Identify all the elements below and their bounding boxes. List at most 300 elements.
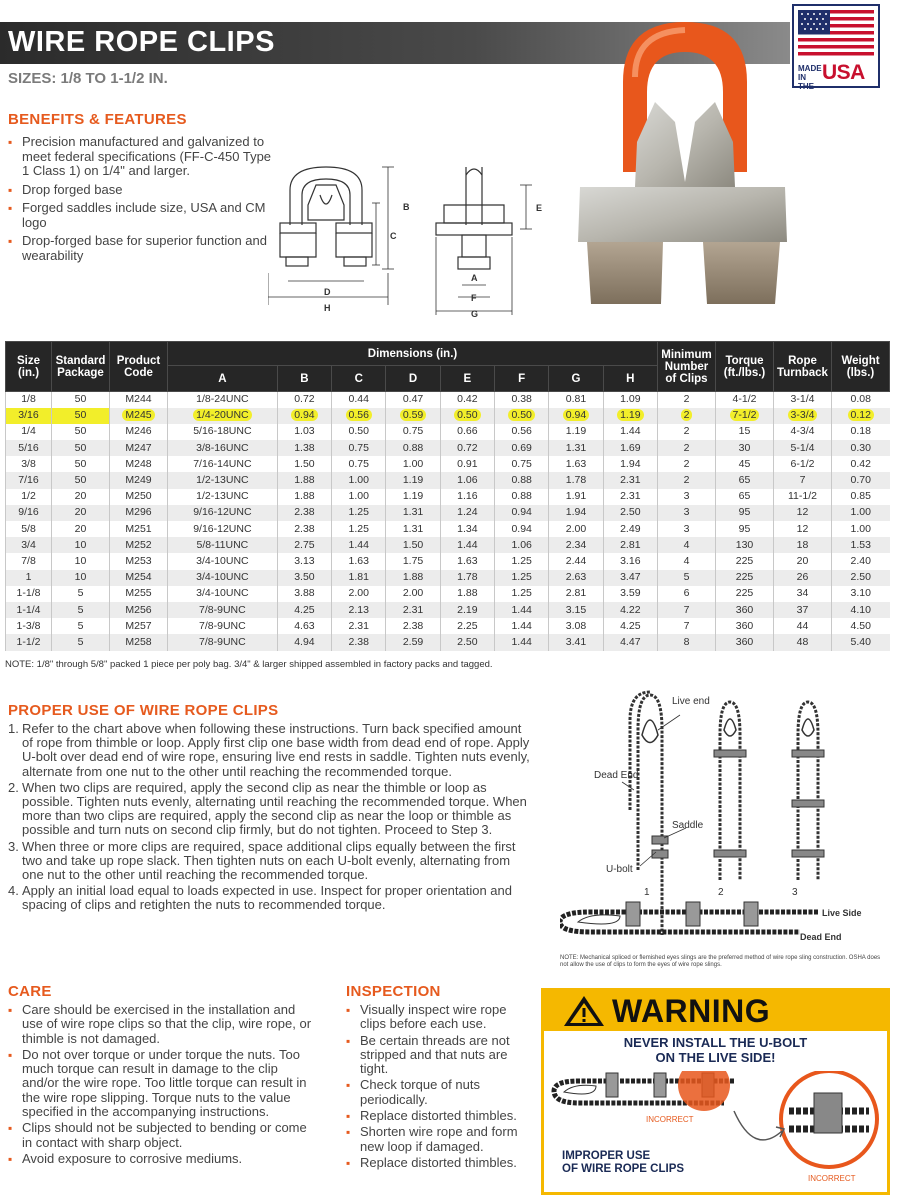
table-cell: 1.00: [332, 472, 386, 488]
header-dim-e: E: [440, 366, 494, 392]
proper-use-illustration: [560, 690, 880, 955]
table-row: [6, 472, 890, 488]
header-dimensions: Dimensions (in.): [168, 342, 658, 366]
table-cell: 1.25: [332, 505, 386, 521]
table-cell: 95: [716, 505, 774, 521]
table-note: NOTE: 1/8" through 5/8" packed 1 piece per poly bag. 3/4" & larger shipped assembled in factory packs and tagged.: [5, 659, 493, 670]
table-cell: 3.15: [549, 602, 603, 618]
table-cell: 65: [716, 489, 774, 505]
table-row: [6, 537, 890, 553]
table-cell: 1.44: [332, 537, 386, 553]
table-cell: 9/16-12UNC: [168, 521, 278, 537]
table-cell: M256: [110, 602, 168, 618]
list-item: ▪ Care should be exercised in the installation and use of wire rope clips so that the clip, wire rope, or thimble is not damaged.: [8, 1003, 318, 1046]
table-cell: 360: [716, 618, 774, 634]
table-cell: 10: [52, 537, 110, 553]
header-dim-h: H: [603, 366, 657, 392]
table-cell: 3/4-10UNC: [168, 553, 278, 569]
list-item: ▪ Do not over torque or under torque the nuts. Too much torque can result in damage to the clip and/or the wire rope. Too little torque can result in the wire rope slipping. Torque nuts to the value specified in the accompanying instructions.: [8, 1048, 318, 1119]
list-item: ▪ Forged saddles include size, USA and CM logo: [8, 201, 278, 230]
table-cell: M246: [110, 424, 168, 440]
step-3-label: 3: [792, 887, 798, 898]
illustration-note: NOTE: Mechanical spliced or flemished eyes slings are the preferred method of wire rope sling construction. OSHA does not allow the use of clips to form the eyes of wire rope slings.: [560, 955, 881, 968]
table-cell: 7/8-9UNC: [168, 618, 278, 634]
table-cell: 1/2-13UNC: [168, 472, 278, 488]
table-cell: 37: [774, 602, 832, 618]
table-cell: 0.66: [440, 424, 494, 440]
table-cell: 1.88: [386, 570, 440, 586]
table-cell: 2.75: [277, 537, 331, 553]
table-cell: 2.31: [332, 618, 386, 634]
table-cell: 48: [774, 634, 832, 650]
table-cell: 2.25: [440, 618, 494, 634]
table-cell: M252: [110, 537, 168, 553]
table-row: [6, 505, 890, 521]
table-cell: 2: [658, 472, 716, 488]
live-side-label: Live Side: [822, 908, 862, 918]
table-cell: M248: [110, 456, 168, 472]
table-row: [6, 570, 890, 586]
table-cell: 4.47: [603, 634, 657, 650]
table-cell: 5: [52, 634, 110, 650]
table-cell: 3: [658, 489, 716, 505]
table-cell: 4.22: [603, 602, 657, 618]
table-cell: 1.78: [549, 472, 603, 488]
table-cell: 6: [658, 586, 716, 602]
table-cell: 225: [716, 586, 774, 602]
header-weight: Weight (lbs.): [832, 342, 890, 392]
table-cell: 5: [52, 586, 110, 602]
ubolt-label: U-bolt: [606, 864, 633, 875]
table-cell: 2.34: [549, 537, 603, 553]
header-dim-b: B: [277, 366, 331, 392]
table-cell: 0.42: [440, 392, 494, 408]
table-cell: 18: [774, 537, 832, 553]
header-dim-a: A: [168, 366, 278, 392]
table-cell: 4.94: [277, 634, 331, 650]
table-cell: M245: [110, 408, 168, 424]
table-cell: 0.75: [386, 424, 440, 440]
table-cell: 44: [774, 618, 832, 634]
table-cell: 2.50: [832, 570, 890, 586]
header-code: Product Code: [110, 342, 168, 392]
table-row: [6, 521, 890, 537]
table-cell: 5/16: [6, 440, 52, 456]
list-item: ▪ Clips should not be subjected to bending or come in contact with sharp object.: [8, 1121, 318, 1150]
table-cell: 0.88: [495, 472, 549, 488]
table-cell: 10: [52, 553, 110, 569]
table-cell: 1.06: [495, 537, 549, 553]
us-flag-icon: [798, 10, 874, 56]
table-cell: 4.63: [277, 618, 331, 634]
table-cell: 1.03: [277, 424, 331, 440]
table-cell: 2: [658, 392, 716, 408]
table-cell: 2.59: [386, 634, 440, 650]
made-in-usa-badge: [792, 4, 880, 91]
table-cell: 4.25: [603, 618, 657, 634]
table-cell: 3/4-10UNC: [168, 586, 278, 602]
table-cell: 5: [52, 602, 110, 618]
table-cell: 3.88: [277, 586, 331, 602]
table-cell: 1.19: [603, 408, 657, 424]
list-item: ▪ Drop-forged base for superior function and wearability: [8, 234, 278, 263]
table-cell: 1.88: [277, 472, 331, 488]
header-clips: Minimum Number of Clips: [658, 342, 716, 392]
table-cell: 3/8: [6, 456, 52, 472]
table-cell: 10: [52, 570, 110, 586]
made-in-label: MADE IN THE: [798, 64, 822, 91]
table-cell: M244: [110, 392, 168, 408]
table-cell: 1.19: [386, 472, 440, 488]
table-cell: 0.38: [495, 392, 549, 408]
table-cell: 1.25: [332, 521, 386, 537]
table-row: [6, 602, 890, 618]
table-cell: 4-3/4: [774, 424, 832, 440]
table-cell: 1.25: [495, 586, 549, 602]
table-cell: 4.25: [277, 602, 331, 618]
live-end-label: Live end: [672, 696, 710, 707]
table-cell: 1-1/8: [6, 586, 52, 602]
incorrect-label-2: INCORRECT: [808, 1174, 856, 1183]
table-row: [6, 634, 890, 650]
table-cell: 1.50: [386, 537, 440, 553]
table-cell: 0.81: [549, 392, 603, 408]
table-cell: 1.63: [549, 456, 603, 472]
table-cell: 1/8: [6, 392, 52, 408]
dim-label-f: F: [471, 293, 477, 303]
table-cell: 3: [658, 521, 716, 537]
table-cell: 50: [52, 440, 110, 456]
table-cell: 5-1/4: [774, 440, 832, 456]
table-cell: M253: [110, 553, 168, 569]
table-cell: 1.88: [277, 489, 331, 505]
step-2-label: 2: [718, 887, 724, 898]
table-cell: 50: [52, 408, 110, 424]
dimension-diagram: [268, 165, 558, 320]
table-cell: 3/4: [6, 537, 52, 553]
list-item: 2. When two clips are required, apply the second clip as near the thimble or loop as possible. Tighten nuts evenly, alternating until reaching the recommended torque. When more than two clips are required, apply the second clip as near the loop or thimble as possible and turn nuts on second clip firmly, but do not tighten. Proceed to Step 3.: [8, 779, 527, 838]
care-list: [8, 1003, 318, 1168]
table-cell: 1.63: [440, 553, 494, 569]
table-cell: 1.24: [440, 505, 494, 521]
table-cell: 5/16-18UNC: [168, 424, 278, 440]
table-cell: 1.44: [495, 618, 549, 634]
table-cell: 0.75: [332, 440, 386, 456]
table-cell: 1.38: [277, 440, 331, 456]
table-cell: 3/16: [6, 408, 52, 424]
list-item: 3. When three or more clips are required, space additional clips equally between the first two and take up rope slack. Then tighten nuts on each U-bolt evenly, alternating from one nut to the other until reaching the recommended torque.: [8, 838, 516, 883]
table-cell: 1.09: [603, 392, 657, 408]
table-cell: 26: [774, 570, 832, 586]
table-cell: 2.44: [549, 553, 603, 569]
table-cell: M254: [110, 570, 168, 586]
table-cell: M257: [110, 618, 168, 634]
table-cell: M296: [110, 505, 168, 521]
proper-use-steps: [8, 722, 533, 915]
table-cell: 1/4: [6, 424, 52, 440]
table-cell: M255: [110, 586, 168, 602]
proper-use-title: PROPER USE OF WIRE ROPE CLIPS: [8, 702, 279, 719]
usa-label: USA: [822, 61, 865, 84]
list-item: ▪ Replace distorted thimbles.: [346, 1156, 536, 1170]
table-cell: 1-3/8: [6, 618, 52, 634]
table-cell: 30: [716, 440, 774, 456]
table-cell: 4.10: [832, 602, 890, 618]
header-dim-f: F: [495, 366, 549, 392]
header-dim-d: D: [386, 366, 440, 392]
table-cell: 0.72: [440, 440, 494, 456]
table-cell: 12: [774, 521, 832, 537]
table-cell: 65: [716, 472, 774, 488]
table-cell: 12: [774, 505, 832, 521]
table-cell: 5: [52, 618, 110, 634]
table-cell: 1.31: [549, 440, 603, 456]
table-cell: 3: [658, 505, 716, 521]
table-cell: 4.50: [832, 618, 890, 634]
table-cell: 5.40: [832, 634, 890, 650]
table-cell: 7/8: [6, 553, 52, 569]
table-cell: 2: [658, 424, 716, 440]
table-cell: 20: [774, 553, 832, 569]
table-cell: 0.44: [332, 392, 386, 408]
table-cell: 4: [658, 537, 716, 553]
table-cell: 1-1/4: [6, 602, 52, 618]
table-cell: 0.59: [386, 408, 440, 424]
table-row: [6, 392, 890, 408]
table-cell: 0.56: [332, 408, 386, 424]
table-cell: 3.10: [832, 586, 890, 602]
table-cell: 5: [658, 570, 716, 586]
table-cell: 0.85: [832, 489, 890, 505]
table-cell: 2.31: [603, 472, 657, 488]
table-row: [6, 618, 890, 634]
dim-label-c: C: [390, 231, 397, 241]
table-cell: 7/16: [6, 472, 52, 488]
table-cell: 2.49: [603, 521, 657, 537]
table-cell: M258: [110, 634, 168, 650]
table-cell: 1.16: [440, 489, 494, 505]
table-cell: 0.94: [277, 408, 331, 424]
table-cell: 0.75: [495, 456, 549, 472]
table-cell: M251: [110, 521, 168, 537]
table-cell: 2.38: [277, 521, 331, 537]
table-cell: 360: [716, 634, 774, 650]
table-row: [6, 408, 890, 424]
table-cell: 2.81: [549, 586, 603, 602]
table-cell: 9/16-12UNC: [168, 505, 278, 521]
table-cell: 50: [52, 392, 110, 408]
table-cell: 0.88: [386, 440, 440, 456]
table-body: [6, 392, 890, 651]
table-cell: 3/4-10UNC: [168, 570, 278, 586]
table-cell: 3.08: [549, 618, 603, 634]
table-cell: 3.41: [549, 634, 603, 650]
table-cell: 0.12: [832, 408, 890, 424]
table-cell: M249: [110, 472, 168, 488]
table-cell: 1.94: [549, 505, 603, 521]
page-title: WIRE ROPE CLIPS: [8, 26, 275, 58]
table-cell: 1.88: [440, 586, 494, 602]
table-cell: 9/16: [6, 505, 52, 521]
table-cell: 7/8-9UNC: [168, 634, 278, 650]
dim-label-e: E: [536, 203, 543, 213]
table-cell: 11-1/2: [774, 489, 832, 505]
table-cell: 1.50: [277, 456, 331, 472]
warning-title: WARNING: [612, 993, 771, 1029]
table-cell: 1/8-24UNC: [168, 392, 278, 408]
list-item: 4. Apply an initial load equal to loads expected in use. Inspect for proper orientation and spacing of clips and retighten the nuts to recommended torque.: [8, 883, 512, 913]
table-cell: 130: [716, 537, 774, 553]
dim-label-a: A: [471, 273, 478, 283]
table-cell: 0.91: [440, 456, 494, 472]
table-cell: 2.63: [549, 570, 603, 586]
table-cell: 1.94: [603, 456, 657, 472]
saddle-label: Saddle: [672, 820, 704, 831]
table-cell: 0.30: [832, 440, 890, 456]
table-cell: 1.81: [332, 570, 386, 586]
table-cell: 1.91: [549, 489, 603, 505]
table-cell: 2.38: [386, 618, 440, 634]
dim-label-h: H: [324, 303, 331, 313]
table-row: [6, 553, 890, 569]
incorrect-label-1: INCORRECT: [646, 1115, 694, 1124]
table-cell: 1.19: [549, 424, 603, 440]
table-cell: 1-1/2: [6, 634, 52, 650]
table-cell: 4-1/2: [716, 392, 774, 408]
table-cell: 0.72: [277, 392, 331, 408]
warning-triangle-icon: [562, 994, 606, 1028]
table-cell: 1/2-13UNC: [168, 489, 278, 505]
table-cell: 1.25: [495, 570, 549, 586]
table-cell: M247: [110, 440, 168, 456]
dead-end-label: Dead End: [594, 770, 639, 781]
list-item: ▪ Check torque of nuts periodically.: [346, 1078, 536, 1107]
header-size: Size (in.): [6, 342, 52, 392]
table-cell: 7-1/2: [716, 408, 774, 424]
table-cell: 0.75: [332, 456, 386, 472]
table-cell: 360: [716, 602, 774, 618]
table-cell: 1.00: [832, 505, 890, 521]
table-cell: 1.25: [495, 553, 549, 569]
table-cell: 0.94: [495, 521, 549, 537]
table-cell: 0.88: [495, 489, 549, 505]
table-cell: 1.31: [386, 521, 440, 537]
table-cell: 2.31: [386, 602, 440, 618]
benefits-title: BENEFITS & FEATURES: [8, 111, 187, 128]
header-torque: Torque (ft./lbs.): [716, 342, 774, 392]
table-cell: 3.50: [277, 570, 331, 586]
list-item: 1. Refer to the chart above when following these instructions. Turn back specified amount of rope from thimble or loop. Apply first clip one base width from dead end of rope. Apply U-bolt over dead end of wire rope, ensuring live end rests in saddle. Tighten nuts evenly, alternate from one nut to the other until reaching the recommended torque.: [8, 721, 530, 779]
table-cell: 1.78: [440, 570, 494, 586]
table-cell: 1.00: [332, 489, 386, 505]
table-cell: 20: [52, 521, 110, 537]
care-title: CARE: [8, 983, 52, 1000]
table-cell: 2.13: [332, 602, 386, 618]
table-cell: 1: [6, 570, 52, 586]
table-cell: 4: [658, 553, 716, 569]
table-cell: 50: [52, 456, 110, 472]
table-cell: 0.50: [495, 408, 549, 424]
table-cell: 1.69: [603, 440, 657, 456]
header-package: Standard Package: [52, 342, 110, 392]
table-cell: 2.50: [440, 634, 494, 650]
table-cell: 2.38: [332, 634, 386, 650]
dim-label-d: D: [324, 287, 331, 297]
table-cell: 1.31: [386, 505, 440, 521]
table-cell: 2.38: [277, 505, 331, 521]
table-cell: 2.40: [832, 553, 890, 569]
warning-message: NEVER INSTALL THE U-BOLT ON THE LIVE SIDE!: [623, 1035, 808, 1065]
header-turnback: Rope Turnback: [774, 342, 832, 392]
table-cell: 1/4-20UNC: [168, 408, 278, 424]
table-cell: 1.53: [832, 537, 890, 553]
table-cell: 20: [52, 505, 110, 521]
table-cell: 2: [658, 408, 716, 424]
table-cell: 6-1/2: [774, 456, 832, 472]
dead-end-bottom-label: Dead End: [800, 932, 842, 942]
table-cell: 15: [716, 424, 774, 440]
table-cell: 0.08: [832, 392, 890, 408]
list-item: ▪ Avoid exposure to corrosive mediums.: [8, 1152, 318, 1166]
table-cell: 225: [716, 570, 774, 586]
table-header-row: [6, 342, 890, 366]
table-cell: 1.06: [440, 472, 494, 488]
table-cell: 0.42: [832, 456, 890, 472]
table-cell: 1.44: [495, 602, 549, 618]
table-cell: 1.44: [495, 634, 549, 650]
table-cell: 2: [658, 440, 716, 456]
list-item: ▪ Replace distorted thimbles.: [346, 1109, 536, 1123]
sizes-subtitle: SIZES: 1/8 TO 1-1/2 IN.: [8, 70, 168, 87]
table-cell: M250: [110, 489, 168, 505]
improper-use-caption: IMPROPER USE OF WIRE ROPE CLIPS: [562, 1150, 685, 1175]
table-cell: 0.18: [832, 424, 890, 440]
step-1-label: 1: [644, 887, 650, 898]
table-cell: 0.56: [495, 424, 549, 440]
table-cell: 3/8-16UNC: [168, 440, 278, 456]
table-cell: 7: [658, 602, 716, 618]
inspection-title: INSPECTION: [346, 983, 441, 1000]
table-cell: 3-3/4: [774, 408, 832, 424]
table-cell: 7/8-9UNC: [168, 602, 278, 618]
table-cell: 45: [716, 456, 774, 472]
table-cell: 2.19: [440, 602, 494, 618]
table-row: [6, 424, 890, 440]
table-row: [6, 586, 890, 602]
warning-box: [541, 988, 890, 1195]
table-cell: 5/8-11UNC: [168, 537, 278, 553]
table-cell: 1.00: [386, 456, 440, 472]
dim-label-b: B: [403, 202, 410, 212]
table-cell: 2: [658, 456, 716, 472]
table-cell: 0.94: [495, 505, 549, 521]
table-cell: 2.81: [603, 537, 657, 553]
table-cell: 50: [52, 424, 110, 440]
table-cell: 1.63: [332, 553, 386, 569]
table-cell: 3.59: [603, 586, 657, 602]
table-cell: 3-1/4: [774, 392, 832, 408]
table-cell: 1/2: [6, 489, 52, 505]
table-cell: 225: [716, 553, 774, 569]
list-item: ▪ Shorten wire rope and form new loop if damaged.: [346, 1125, 536, 1154]
table-cell: 1.34: [440, 521, 494, 537]
table-cell: 1.44: [440, 537, 494, 553]
wire-rope-clip-photo: [575, 22, 790, 312]
table-cell: 2.31: [603, 489, 657, 505]
list-item: ▪ Drop forged base: [8, 183, 278, 198]
table-cell: 1.44: [603, 424, 657, 440]
table-cell: 2.00: [549, 521, 603, 537]
